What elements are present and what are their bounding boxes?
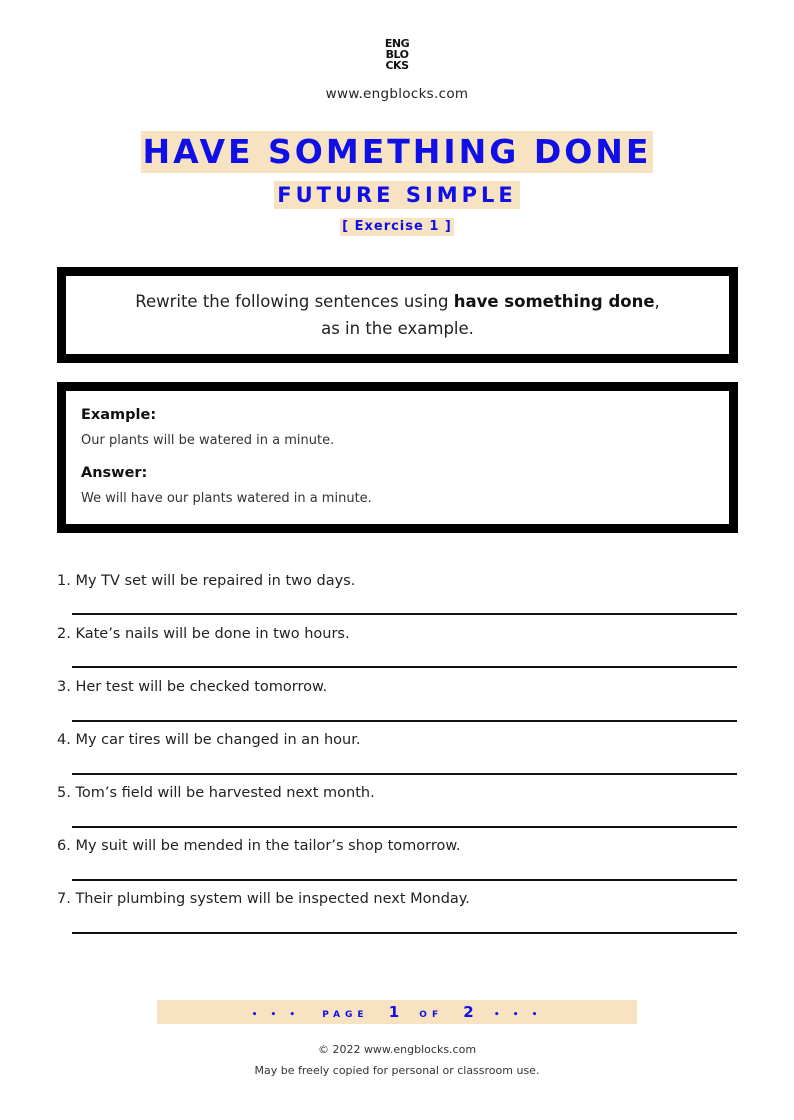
example-box [57, 382, 738, 533]
answer-line-3[interactable] [72, 720, 737, 722]
dots-left: • • • [251, 1010, 301, 1020]
current-page: 1 [388, 1003, 400, 1021]
answer-line-7[interactable] [72, 932, 737, 934]
site-url: www.engblocks.com [325, 86, 469, 102]
example-sentence: Our plants will be watered in a minute. [81, 433, 335, 448]
question-3: 3. Her test will be checked tomorrow. [57, 679, 328, 695]
question-4: 4. My car tires will be changed in an hour. [57, 732, 361, 748]
instructions-comma: , [654, 292, 660, 311]
logo-line: CKS [385, 59, 409, 72]
question-2: 2. Kate’s nails will be done in two hours. [57, 626, 350, 642]
page-indicator [157, 1000, 637, 1024]
answer-line-5[interactable] [72, 826, 737, 828]
answer-line-2[interactable] [72, 666, 737, 668]
exercise-label: [ Exercise 1 ] [342, 219, 452, 234]
answer-line-6[interactable] [72, 879, 737, 881]
answer-line-1[interactable] [72, 613, 737, 615]
logo-line: ENG [384, 37, 410, 50]
example-heading: Example: [81, 407, 157, 423]
instructions-bold: have something done [453, 292, 655, 311]
engblocks-logo [378, 38, 416, 71]
page-subtitle: FUTURE SIMPLE [274, 181, 520, 209]
question-5: 5. Tom’s field will be harvested next month. [57, 785, 375, 801]
answer-sentence: We will have our plants watered in a minute. [81, 491, 372, 506]
answer-heading: Answer: [81, 465, 148, 481]
copyright: © 2022 www.engblocks.com [317, 1043, 477, 1056]
instructions-text: Rewrite the following sentences using [135, 292, 454, 311]
answer-line-4[interactable] [72, 773, 737, 775]
instructions-line-2: as in the example. [321, 319, 474, 338]
page-word: PAGE [322, 1010, 369, 1020]
instructions-box [57, 267, 738, 363]
logo-line: BLO [385, 48, 409, 61]
of-word: OF [419, 1010, 444, 1020]
page-title: HAVE SOMETHING DONE [142, 132, 652, 171]
instructions-line-1 [66, 288, 729, 315]
question-1: 1. My TV set will be repaired in two days. [57, 573, 356, 589]
dots-right: • • • [493, 1010, 543, 1020]
total-pages: 2 [463, 1003, 474, 1021]
question-7: 7. Their plumbing system will be inspected next Monday. [57, 891, 470, 907]
question-6: 6. My suit will be mended in the tailor’s shop tomorrow. [57, 838, 461, 854]
license-note: May be freely copied for personal or classroom use. [254, 1064, 540, 1077]
